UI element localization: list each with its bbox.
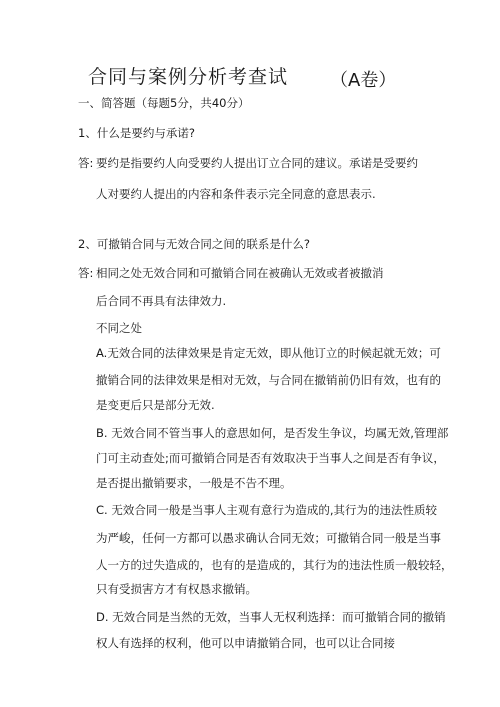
answer-2-line: 只有受损害方才有权恳求撤销。 [96,582,257,596]
answer-1-label: 答: [78,156,94,170]
answer-2-label: 答: [78,266,94,280]
answer-2-line: 权人有选择的权利，他可以申请撤销合同，也可以让合同接 [96,636,395,650]
document-title: 合同与案例分析考查试 [88,66,289,88]
differences-label: 不同之处 [96,321,142,335]
answer-2-line: 是变更后只是部分无效. [96,398,215,412]
section-heading: 一、简答题（每题5分，共40分） [78,96,250,110]
answer-2-line: 是否提出撤销要求，一般是不告不理。 [96,476,292,490]
answer-1-line: 要约是指要约人向受要约人提出订立合同的建议。承诺是受要约 [96,156,418,170]
similarities-label: 相同之处 [96,266,142,280]
exam-version-tag: （A卷） [330,70,397,91]
question-1: 1、什么是要约与承诺? [78,126,195,140]
answer-2-line: C. 无效合同一般是当事人主观有意行为造成的,其行为的违法性质较 [96,503,437,517]
answer-1-line: 人对要约人提出的内容和条件表示完全同意的意思表示. [96,187,376,201]
question-2: 2、可撤销合同与无效合同之间的联系是什么? [78,237,310,251]
answer-2-line: 撤销合同的法律效果是相对无效，与合同在撤销前仍旧有效，也有的 [96,373,441,387]
answer-2-line: 后合同不再具有法律效力. [96,294,227,308]
similarities-text: 无效合同和可撤销合同在被确认无效或者被撤消 [142,266,384,280]
answer-2-line: B. 无效合同不管当事人的意思如何，是否发生争议，均属无效,管理部 [96,426,449,440]
answer-2-line: 人一方的过失造成的，也有的是造成的，其行为的违法性质一般较轻， [96,558,453,572]
answer-2-line: A.无效合同的法律效果是肯定无效，即从他订立的时候起就无效；可 [96,346,441,360]
answer-2-line: D. 无效合同是当然的无效，当事人无权利选择：而可撤销合同的撤销 [96,610,446,624]
answer-2-line: 门可主动查处;而可撤销合同是否有效取决于当事人之间是否有争议， [96,451,445,465]
answer-2-line: 为严峻，任何一方都可以愚求确认合同无效；可撤销合同一般是当事 [96,531,441,545]
